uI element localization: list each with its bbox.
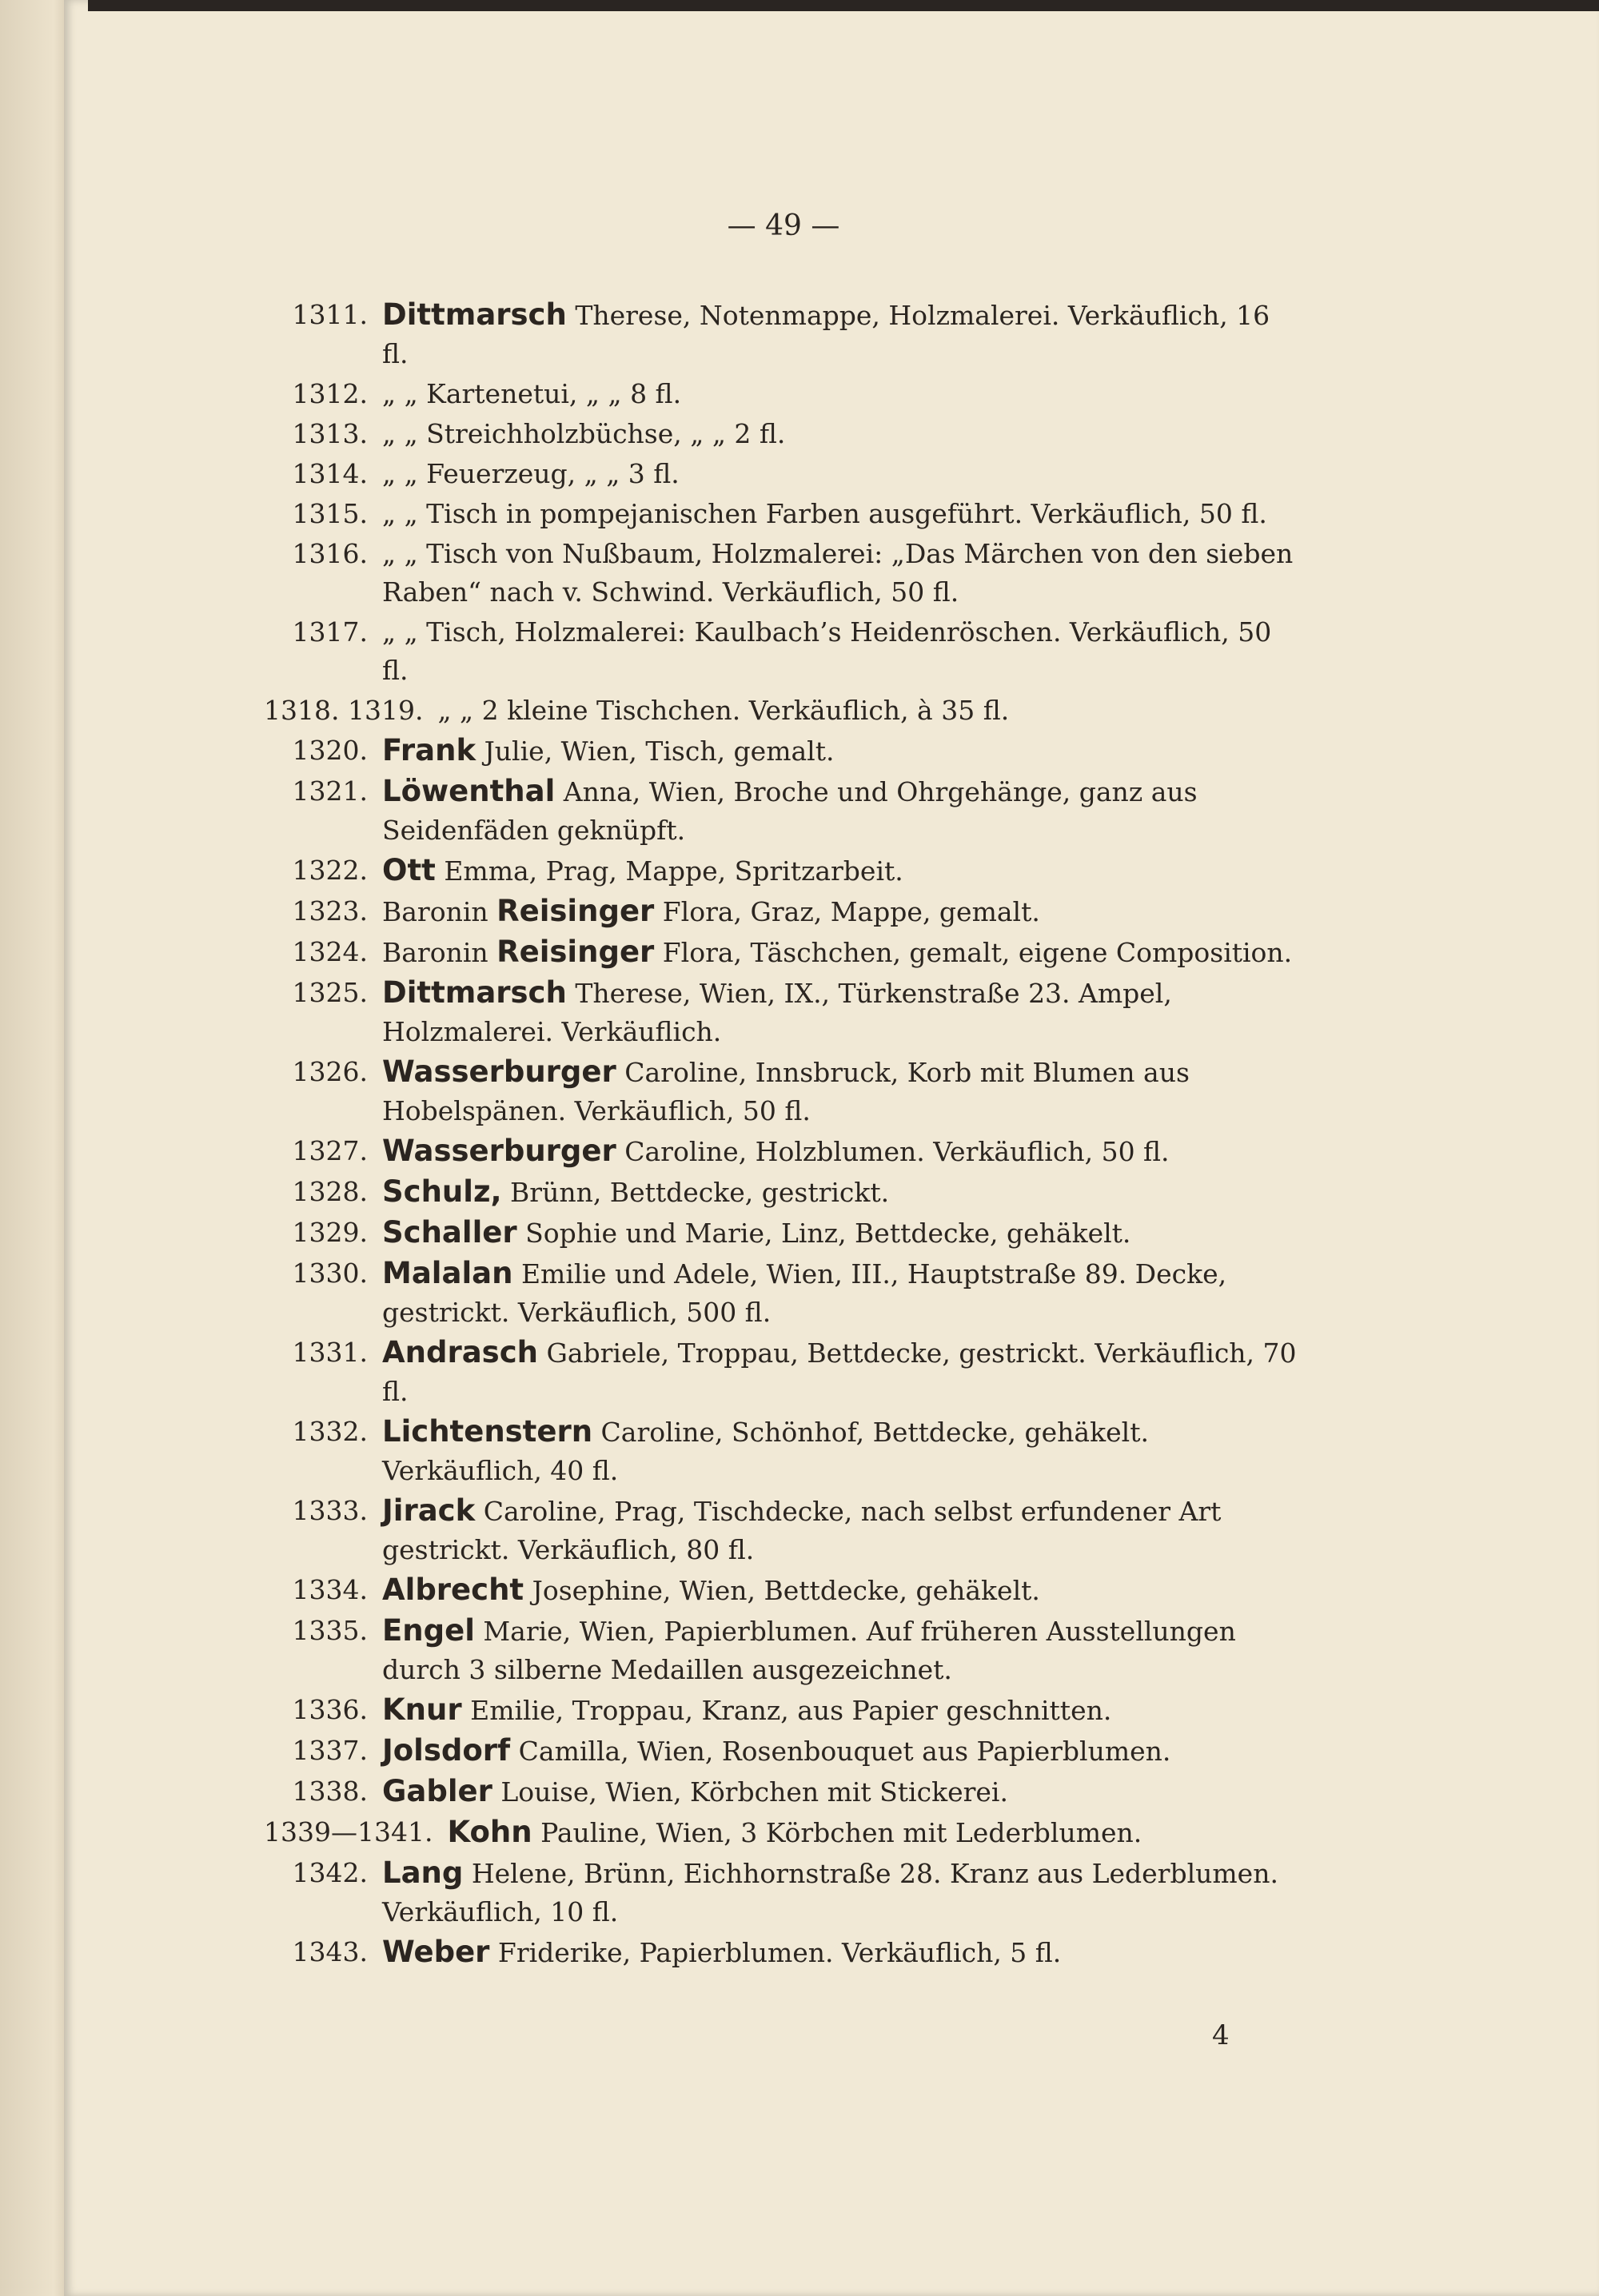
entry-number: 1318. 1319.	[264, 695, 424, 726]
entry-text	[437, 692, 1303, 730]
entry-number: 1326.	[292, 1056, 368, 1087]
exhibitor-name: Frank	[382, 733, 477, 767]
entry-text	[382, 1173, 1303, 1212]
entry-text	[382, 613, 1303, 690]
catalogue-entry	[264, 1254, 1303, 1332]
catalogue-entry	[264, 495, 1303, 533]
entry-title-prefix: Baronin	[382, 937, 488, 968]
catalogue-entry	[264, 1173, 1303, 1212]
entry-number: 1324.	[292, 936, 368, 967]
entry-description: Sophie und Marie, Linz, Bettdecke, gehäkelt.	[525, 1218, 1131, 1249]
entry-number: 1316.	[292, 538, 368, 569]
exhibitor-name: Reisinger	[496, 894, 655, 928]
catalogue-entry	[264, 1854, 1303, 1931]
exhibitor-name: Dittmarsch	[382, 297, 567, 332]
catalogue-entry	[264, 1492, 1303, 1569]
exhibitor-name: Lang	[382, 1856, 464, 1890]
page-number: — 49 —	[727, 209, 840, 242]
catalogue-entry	[264, 296, 1303, 373]
entry-number: 1332.	[292, 1416, 368, 1447]
entry-number: 1343.	[292, 1936, 368, 1967]
catalogue-entry	[264, 535, 1303, 612]
exhibitor-name: Gabler	[382, 1774, 492, 1808]
entry-text	[382, 415, 1303, 453]
entry-number: 1329.	[292, 1217, 368, 1248]
entry-text	[382, 1492, 1303, 1569]
entry-number: 1327.	[292, 1135, 368, 1166]
entry-number: 1325.	[292, 977, 368, 1008]
entry-description: Emma, Prag, Mappe, Spritzarbeit.	[444, 855, 903, 887]
entry-description: „ „ Tisch, Holzmalerei: Kaulbach’s Heidenröschen. Verkäuflich, 50 fl.	[382, 616, 1272, 686]
entry-text	[382, 1691, 1303, 1730]
entry-text	[382, 1254, 1303, 1332]
entry-title-prefix: Baronin	[382, 896, 488, 927]
catalogue-entry	[264, 974, 1303, 1051]
catalogue-entry	[264, 1132, 1303, 1171]
catalogue-entry	[264, 731, 1303, 771]
catalogue-entry	[264, 933, 1303, 972]
entry-number: 1337.	[292, 1735, 368, 1766]
exhibitor-name: Schulz,	[382, 1174, 502, 1209]
entry-text	[382, 1132, 1303, 1171]
entry-text	[382, 1732, 1303, 1771]
entry-description: Anna, Wien, Broche und Ohrgehänge, ganz aus Seidenfäden geknüpft.	[382, 776, 1198, 846]
catalogue-entry	[264, 1612, 1303, 1689]
entry-description: Helene, Brünn, Eichhornstraße 28. Kranz aus Lederblumen. Verkäuflich, 10 fl.	[382, 1858, 1278, 1927]
entry-description: „ „ Tisch in pompejanischen Farben ausgeführt. Verkäuflich, 50 fl.	[382, 498, 1267, 529]
entry-description: Caroline, Innsbruck, Korb mit Blumen aus Hobelspänen. Verkäuflich, 50 fl.	[382, 1057, 1190, 1126]
entry-description: Josephine, Wien, Bettdecke, gehäkelt.	[532, 1575, 1040, 1606]
entry-description: „ „ Tisch von Nußbaum, Holzmalerei: „Das Märchen von den sieben Raben“ nach v. Schwind. Verkäuflich, 50 fl.	[382, 538, 1294, 608]
entry-number: 1334.	[292, 1574, 368, 1605]
entry-text	[382, 296, 1303, 373]
exhibitor-name: Ott	[382, 853, 436, 887]
entry-description: Camilla, Wien, Rosenbouquet aus Papierblumen.	[518, 1736, 1171, 1767]
exhibitor-name: Dittmarsch	[382, 975, 567, 1010]
catalogue-entry	[264, 1933, 1303, 1972]
entry-description: Emilie und Adele, Wien, III., Hauptstraße 89. Decke, gestrickt. Verkäuflich, 500 fl.	[382, 1258, 1227, 1328]
exhibitor-name: Wasserburger	[382, 1054, 616, 1089]
entry-description: Therese, Notenmappe, Holzmalerei. Verkäuflich, 16 fl.	[382, 300, 1270, 369]
catalogue-entry	[264, 772, 1303, 850]
catalogue-entry	[264, 1691, 1303, 1730]
entry-number: 1328.	[292, 1176, 368, 1207]
entry-text	[382, 892, 1303, 931]
entry-description: Flora, Graz, Mappe, gemalt.	[662, 896, 1040, 927]
exhibitor-name: Kohn	[447, 1815, 532, 1849]
catalogue-entry	[264, 415, 1303, 453]
entry-text	[382, 1772, 1303, 1812]
entry-description: „ „ 2 kleine Tischchen. Verkäuflich, à 35 fl.	[437, 695, 1010, 726]
entry-text	[382, 933, 1303, 972]
entry-text	[382, 455, 1303, 493]
catalogue-entry	[264, 1053, 1303, 1130]
catalogue-entry	[264, 375, 1303, 413]
exhibitor-name: Engel	[382, 1613, 475, 1648]
entry-description: Brünn, Bettdecke, gestrickt.	[510, 1177, 890, 1208]
exhibitor-name: Schaller	[382, 1215, 517, 1250]
exhibitor-name: Albrecht	[382, 1573, 524, 1607]
entry-number: 1322.	[292, 855, 368, 886]
entry-description: Louise, Wien, Körbchen mit Stickerei.	[500, 1776, 1008, 1808]
entry-number: 1339—1341.	[264, 1816, 433, 1848]
catalogue-entry	[264, 1772, 1303, 1812]
entry-number: 1317.	[292, 616, 368, 648]
catalogue-entry	[264, 613, 1303, 690]
entry-text	[382, 1933, 1303, 1972]
entry-text	[382, 731, 1303, 771]
exhibitor-name: Lichtenstern	[382, 1414, 593, 1449]
entry-text	[382, 974, 1303, 1051]
catalogue-entries	[264, 296, 1303, 1974]
catalogue-entry	[264, 1571, 1303, 1610]
catalogue-entry	[264, 455, 1303, 493]
catalogue-entry	[264, 1413, 1303, 1490]
entry-description: „ „ Kartenetui, „ „ 8 fl.	[382, 378, 682, 409]
entry-text	[447, 1813, 1303, 1852]
catalogue-entry	[264, 1333, 1303, 1411]
entry-description: Emilie, Troppau, Kranz, aus Papier geschnitten.	[470, 1695, 1112, 1726]
entry-number: 1314.	[292, 458, 368, 489]
entry-text	[382, 1053, 1303, 1130]
entry-number: 1342.	[292, 1857, 368, 1888]
entry-description: „ „ Feuerzeug, „ „ 3 fl.	[382, 458, 680, 489]
entry-description: Caroline, Schönhof, Bettdecke, gehäkelt. Verkäuflich, 40 fl.	[382, 1417, 1149, 1486]
sheet-signature-mark: 4	[1212, 2019, 1230, 2051]
entry-number: 1331.	[292, 1337, 368, 1368]
entry-description: Pauline, Wien, 3 Körbchen mit Lederblumen.	[540, 1817, 1142, 1848]
entry-text	[382, 772, 1303, 850]
entry-number: 1338.	[292, 1776, 368, 1807]
exhibitor-name: Malalan	[382, 1256, 513, 1290]
exhibitor-name: Löwenthal	[382, 774, 556, 808]
entry-number: 1311.	[292, 299, 368, 330]
entry-description: Flora, Täschchen, gemalt, eigene Composition.	[662, 937, 1293, 968]
entry-number: 1321.	[292, 775, 368, 807]
entry-text	[382, 1214, 1303, 1253]
entry-text	[382, 1413, 1303, 1490]
entry-number: 1330.	[292, 1258, 368, 1289]
entry-description: „ „ Streichholzbüchse, „ „ 2 fl.	[382, 418, 786, 449]
entry-description: Caroline, Holzblumen. Verkäuflich, 50 fl.	[624, 1136, 1170, 1167]
entry-number: 1315.	[292, 498, 368, 529]
exhibitor-name: Jirack	[382, 1493, 476, 1528]
entry-number: 1313.	[292, 418, 368, 449]
entry-text	[382, 851, 1303, 891]
catalogue-entry	[264, 1214, 1303, 1253]
entry-text	[382, 1571, 1303, 1610]
entry-description: Therese, Wien, IX., Türkenstraße 23. Ampel, Holzmalerei. Verkäuflich.	[382, 978, 1172, 1047]
exhibitor-name: Knur	[382, 1692, 462, 1727]
exhibitor-name: Weber	[382, 1935, 490, 1969]
entry-text	[382, 495, 1303, 533]
exhibitor-name: Wasserburger	[382, 1134, 616, 1168]
entry-description: Julie, Wien, Tisch, gemalt.	[484, 735, 835, 767]
entry-description: Gabriele, Troppau, Bettdecke, gestrickt. Verkäuflich, 70 fl.	[382, 1337, 1297, 1407]
entry-description: Friderike, Papierblumen. Verkäuflich, 5 fl.	[497, 1937, 1062, 1968]
entry-number: 1335.	[292, 1615, 368, 1646]
exhibitor-name: Reisinger	[496, 935, 655, 969]
entry-text	[382, 1854, 1303, 1931]
entry-text	[382, 1333, 1303, 1411]
entry-number: 1312.	[292, 378, 368, 409]
entry-number: 1323.	[292, 895, 368, 927]
entry-description: Caroline, Prag, Tischdecke, nach selbst erfundener Art gestrickt. Verkäuflich, 80 fl.	[382, 1496, 1222, 1565]
entry-number: 1336.	[292, 1694, 368, 1725]
entry-description: Marie, Wien, Papierblumen. Auf früheren Ausstellungen durch 3 silberne Medaillen ausgezeichnet.	[382, 1616, 1236, 1685]
entry-number: 1320.	[292, 735, 368, 766]
catalogue-entry	[264, 1732, 1303, 1771]
entry-text	[382, 535, 1303, 612]
entry-text	[382, 1612, 1303, 1689]
catalogue-entry	[264, 1813, 1303, 1852]
page-top-shadow	[88, 0, 1599, 11]
exhibitor-name: Andrasch	[382, 1335, 538, 1369]
catalogue-entry	[264, 851, 1303, 891]
entry-text	[382, 375, 1303, 413]
exhibitor-name: Jolsdorf	[382, 1733, 511, 1768]
entry-number: 1333.	[292, 1495, 368, 1526]
catalogue-entry	[264, 892, 1303, 931]
catalogue-entry	[264, 692, 1303, 730]
